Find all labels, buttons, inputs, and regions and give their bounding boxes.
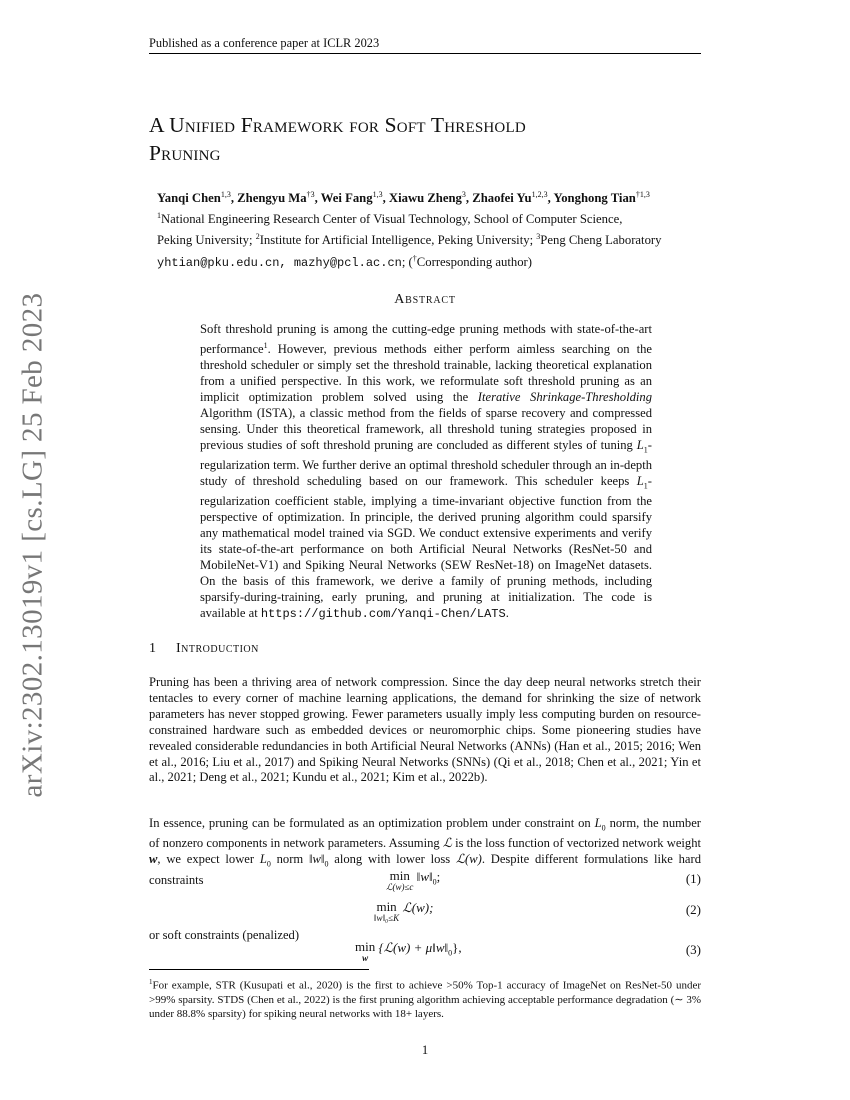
arxiv-identifier-text: arXiv:2302.13019v1 [cs.LG] 25 Feb 2023 — [16, 292, 49, 798]
intro-paragraph-2: In essence, pruning can be formulated as an optimization problem under constraint on $L_0$ norm, the number of nonzero components in network parameters. Assuming ℒ is the loss function of vectorized network weight w, we expect lower $L_0$ norm $‖w‖_0$ along with lower loss ℒ(w). Despite different formulations like hard constraints — [149, 816, 702, 887]
soft-constraint-label: or soft constraints (penalized) — [149, 928, 300, 942]
abstract-body: Soft threshold pruning is among the cutting-edge pruning methods with state-of-the-art performance$^1$. However, previous methods either perform aimless searching on the threshold scheduler or simply set the threshold trainable, lacking theoretical explanation from a unified perspective. In this work, we reformulate soft threshold pruning as an implicit optimization problem solved using the Iterative Shrinkage-Thresholding Algorithm (ISTA), a classic method from the fields of sparse recovery and compressed sensing. Under this theoretical framework, all threshold tuning strategies proposed in previous studies of soft threshold pruning are concluded as different styles of tuning $L_1$-regularization term. We further derive an optimal threshold scheduler through an in-depth study of threshold scheduling based on our framework. This scheduler keeps $L_1$-regularization coefficient stable, implying a time-invariant objective function from the perspective of optimization. In principle, the derived pruning algorithm could sparsify any mathematical model trained via SGD. We conduct extensive experiments and verify its state-of-the-art performance on both Artificial Neural Networks (ResNet-50 and MobileNet-V1) and Spiking Neural Networks (SEW ResNet-18) on ImageNet datasets. On the basis of this framework, we derive a family of pruning methods, including sparsify-during-training, early pruning, and pruning at initialization. The code is available at https://github.com/Yanqi-Chen/LATS. — [200, 322, 652, 621]
author-name: Wei Fang — [320, 191, 373, 206]
section-number: 1 — [149, 641, 157, 656]
author-affil-sup: †1,3 — [635, 190, 650, 199]
equation-3: min w {ℒ(w) + $\mu‖w‖_0$}, (3) — [355, 939, 701, 963]
contact-line: yhtian@pku.edu.cn, mazhy@pcl.ac.cn; (†Corresponding author) — [157, 253, 533, 270]
author-name: Zhaofei Yu — [472, 191, 532, 206]
footnote-rule — [149, 969, 369, 970]
author-name: Yonghong Tian — [553, 191, 636, 206]
equation-2: min ‖w‖₀≤K ℒ(w); (2) — [374, 899, 701, 923]
author-affil-sup: 1,3 — [372, 190, 383, 199]
intro-paragraph-1: Pruning has been a thriving area of network compression. Since the day deep neural networks stretch their tentacles to every corner of machine learning applications, the demand for shrinking the size of network parameters has never stopped growing. Fewer parameters usually imply less computing burden on resource-constrained hardware such as embedded devices or neuromorphic chips. Some pioneering studies have revealed considerable redundancies in both Artificial Neural Networks (ANNs) (Han et al., 2015; 2016; Wen et al., 2016; Liu et al., 2017) and Spiking Neural Networks (SNNs) (Qi et al., 2018; Chen et al., 2021; Yin et al., 2021; Deng et al., 2021; Kundu et al., 2021; Kim et al., 2022b). — [149, 675, 701, 785]
equation-number: (3) — [685, 942, 701, 957]
author-affil-sup: 3 — [461, 190, 466, 199]
section-heading-introduction — [149, 641, 549, 657]
author-affil-sup: 1,2,3 — [531, 190, 548, 199]
equation-number: (2) — [685, 902, 701, 917]
running-header: Published as a conference paper at ICLR 2023 — [149, 36, 380, 50]
paper-title — [149, 111, 709, 167]
author-affil-sup: †3 — [306, 190, 315, 199]
footnote: $^1$For example, STR (Kusupati et al., 2020) is the first to achieve >50% Top-1 accuracy of ImageNet on ResNet-50 under >99% sparsity. STDS (Chen et al., 2022) is the first pruning algorithm achieving acceptable performance degradation (∼ 3% under 88.8% sparsity) for spiking neural networks with 18+ layers. — [149, 978, 701, 1020]
section-title: Introduction — [176, 641, 259, 656]
author-names: Yanqi Chen$^{1,3}$, Zhengyu Ma$^{\dagger 3}$, Wei Fang$^{1,3}$, Xiawu Zheng$^3$, Zhaofei Yu$^{1,2,3}$, Yonghong Tian$^{\dagger 1,3}$ — [157, 190, 650, 206]
equation-1: min ℒ(w)≤c $‖w‖_0$; (1) — [386, 868, 701, 892]
arxiv-side-identifier — [7, 292, 59, 798]
title-line-2: Pruning — [149, 141, 221, 165]
author-emails[interactable]: yhtian@pku.edu.cn, mazhy@pcl.ac.cn — [157, 255, 402, 270]
author-block — [157, 186, 727, 272]
author-name: Zhengyu Ma — [237, 191, 307, 206]
code-url-link[interactable]: https://github.com/Yanqi-Chen/LATS — [260, 606, 506, 621]
author-name: Xiawu Zheng — [388, 191, 462, 206]
header-rule — [149, 53, 701, 54]
equation-number: (1) — [685, 871, 701, 886]
author-name: Yanqi Chen — [157, 191, 221, 206]
author-affil-sup: 1,3 — [220, 190, 231, 199]
affiliation-line-1: $^1$National Engineering Research Center of Visual Technology, School of Computer Science, — [157, 211, 623, 227]
title-line-1: A Unified Framework for Soft Threshold — [149, 113, 526, 137]
affiliation-line-2: Peking University; $^2$Institute for Artificial Intelligence, Peking University; $^3$Peng Cheng Laboratory — [157, 232, 662, 248]
page-number: 1 — [421, 1043, 429, 1057]
footnote-marker[interactable]: 1 — [263, 340, 268, 350]
abstract-heading: Abstract — [394, 292, 456, 307]
